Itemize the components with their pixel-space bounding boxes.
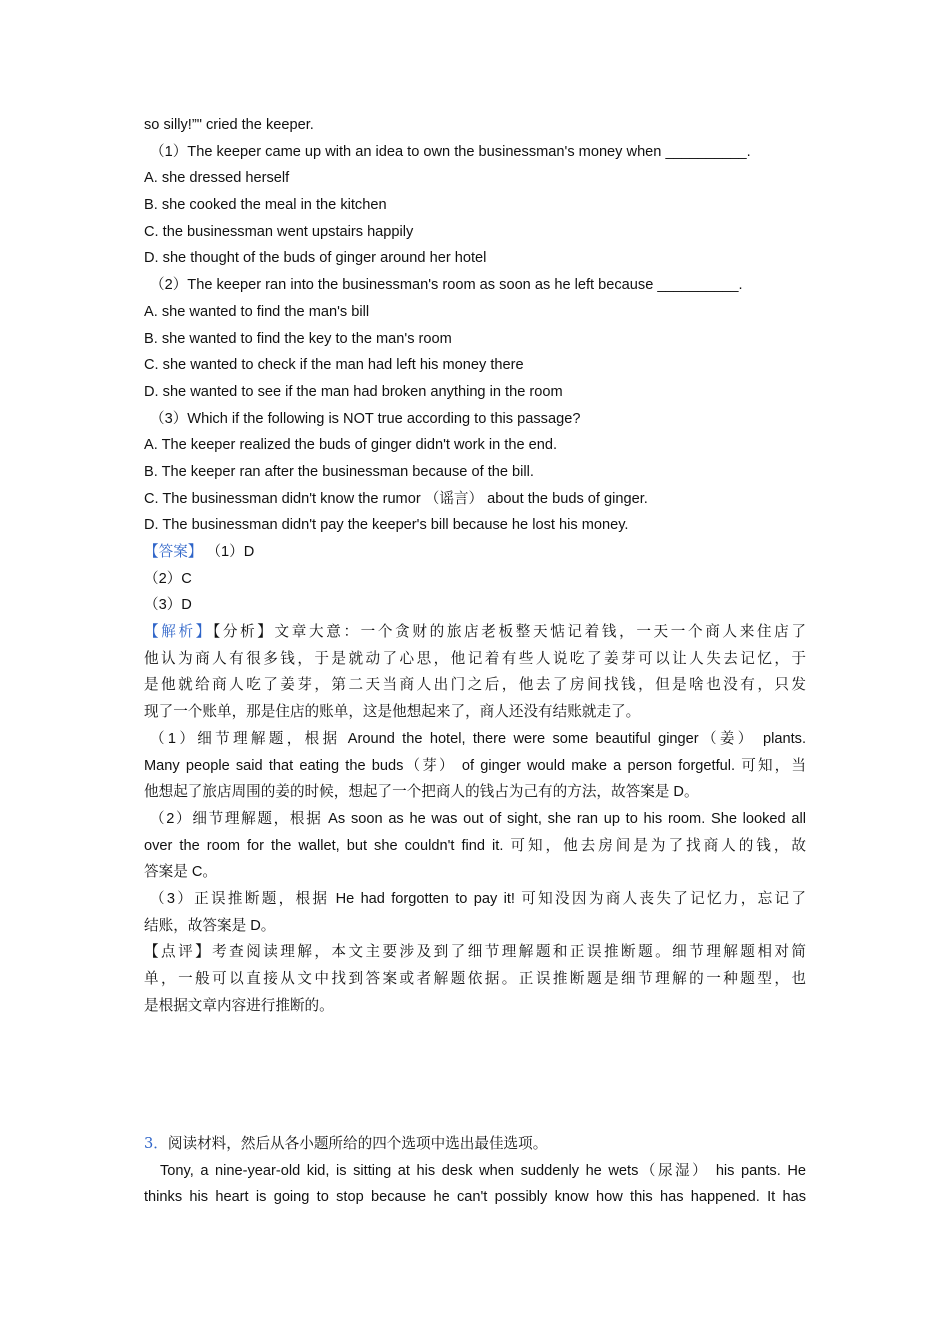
analysis-line-4: 现了一个账单，那是住店的账单，这是他想起来了，商人还没有结账就走了。 <box>144 703 641 721</box>
q1-option-d: D. she thought of the buds of ginger around her hotel <box>144 250 487 267</box>
q3-option-b: B. The keeper ran after the businessman because of the bill. <box>144 463 534 480</box>
comment-line-2: 单，一般可以直接从文中找到答案或者解题依据。正误推断题是细节理解的一种题型，也 <box>144 970 806 987</box>
passage-line-1: Tony, a nine-year-old kid, is sitting at his desk when suddenly he wets（尿湿） his pants. He <box>160 1162 806 1179</box>
next-question-heading <box>144 1131 806 1158</box>
comment-line-3: 是根据文章内容进行推断的。 <box>144 996 334 1014</box>
q3-option-d: D. The businessman didn't pay the keeper's bill because he lost his money. <box>144 517 629 534</box>
detail-3-line-1: （3）正误推断题，根据 He had forgotten to pay it! 可知没因为商人丧失了记忆力，忘记了 <box>150 890 806 907</box>
detail-1-line-1: （1）细节理解题，根据 Around the hotel, there were some beautiful ginger（姜） plants. <box>150 730 806 747</box>
question-2-stem: （2）The keeper ran into the businessman's room as soon as he left because __________. <box>150 277 743 294</box>
next-question-block <box>144 1131 806 1211</box>
question-3-stem: （3）Which if the following is NOT true according to this passage? <box>150 410 581 427</box>
q2-option-d: D. she wanted to see if the man had broken anything in the room <box>144 383 563 400</box>
detail-2-line-1: （2）细节理解题，根据 As soon as he was out of sight, she ran up to his room. She looked all <box>150 810 806 827</box>
detail-1-line-2: Many people said that eating the buds（芽） of ginger would make a person forgetful. 可知，当 <box>144 757 806 774</box>
comment-line-1: 【点评】考查阅读理解，本文主要涉及到了细节理解题和正误推断题。细节理解题相对简 <box>144 943 806 961</box>
detail-3-line-2: 结账，故答案是 D。 <box>144 917 276 934</box>
q3-option-a: A. The keeper realized the buds of ginger didn't work in the end. <box>144 437 558 454</box>
q1-option-b: B. she cooked the meal in the kitchen <box>144 197 387 214</box>
answer-tag: 【答案】 <box>144 544 203 560</box>
next-question-number: 3． <box>144 1135 168 1152</box>
analysis-text-1: 【分析】文章大意：一个贪财的旅店老板整天惦记着钱，一天一个商人来住店了 <box>212 623 806 641</box>
q1-option-c: C. the businessman went upstairs happily <box>144 223 414 240</box>
next-question-instruction: 阅读材料，然后从各小题所给的四个选项中选出最佳选项。 <box>167 1135 548 1152</box>
answer-3: （3）D <box>144 597 192 614</box>
analysis-line-3: 是他就给商人吃了姜芽，第二天当商人出门之后，他去了房间找钱，但是啥也没有，只发 <box>144 676 806 694</box>
q2-option-c: C. she wanted to check if the man had left his money there <box>144 357 524 374</box>
answer-line <box>144 539 806 566</box>
q2-option-b: B. she wanted to find the key to the man's room <box>144 330 452 347</box>
detail-1-line-3: 他想起了旅店周围的姜的时候，想起了一个把商人的钱占为己有的方法，故答案是 D。 <box>144 784 699 801</box>
q3-option-c: C. The businessman didn't know the rumor （谣言） about the buds of ginger. <box>144 490 648 507</box>
question-1-stem: （1）The keeper came up with an idea to own the businessman's money when __________. <box>150 143 751 160</box>
detail-2-line-2: over the room for the wallet, but she couldn't find it. 可知，他去房间是为了找商人的钱，故 <box>144 837 806 854</box>
analysis-tag: 【解析】 <box>144 623 213 641</box>
analysis-line-2: 他认为商人有很多钱，于是就动了心思，他记着有些人说吃了姜芽可以让人失去记忆，于 <box>144 649 806 667</box>
continuation-line: so silly!”" cried the keeper. <box>144 117 314 133</box>
analysis-line-1 <box>144 619 806 646</box>
q1-option-a: A. she dressed herself <box>144 170 290 187</box>
q2-option-a: A. she wanted to find the man's bill <box>144 303 370 320</box>
passage-line-2: thinks his heart is going to stop because he can't possibly know how this has happened. It has <box>144 1189 806 1206</box>
answer-1: （1）D <box>206 544 255 560</box>
detail-2-line-3: 答案是 C。 <box>144 864 217 881</box>
answer-2: （2）C <box>144 570 192 587</box>
document-page <box>144 112 806 1019</box>
